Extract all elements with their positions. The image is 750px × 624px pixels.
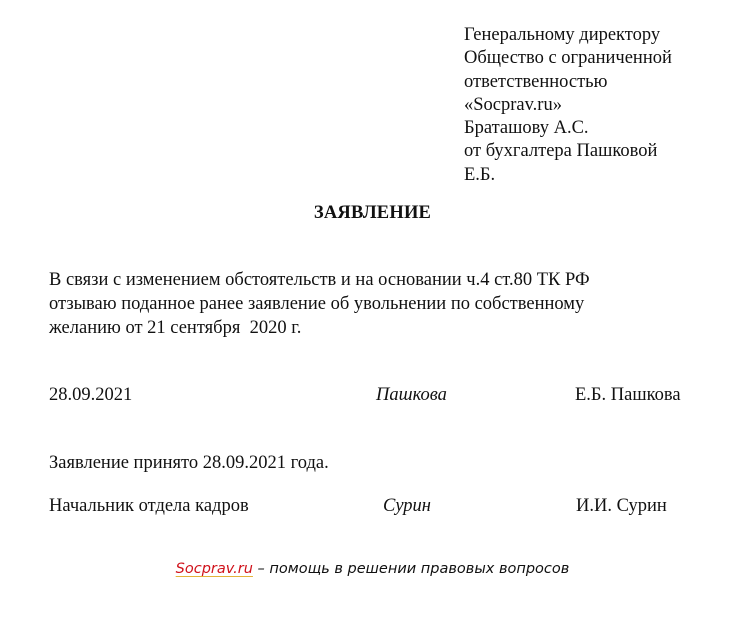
body-line: отзываю поданное ранее заявление об увольнении по собственному bbox=[49, 294, 585, 314]
hr-head-signature: Сурин bbox=[383, 496, 431, 516]
addressee-line: Е.Б. bbox=[464, 164, 496, 185]
applicant-signature: Пашкова bbox=[376, 385, 447, 405]
addressee-line: Генеральному директору bbox=[464, 25, 661, 45]
addressee-line: Браташову А.С. bbox=[464, 118, 589, 139]
addressee-block bbox=[464, 24, 672, 187]
addressee-line: ответственностью bbox=[464, 71, 608, 92]
statement-body bbox=[49, 268, 590, 340]
hr-head-name: И.И. Сурин bbox=[576, 496, 667, 516]
addressee-line: Общество с ограниченной bbox=[464, 48, 672, 69]
footer-tagline bbox=[0, 561, 745, 577]
addressee-line: «Socprav.ru» bbox=[464, 94, 562, 115]
hr-head-position: Начальник отдела кадров bbox=[49, 496, 249, 516]
applicant-date: 28.09.2021 bbox=[49, 385, 133, 405]
footer-tagline-text: – помощь в решении правовых вопросов bbox=[252, 561, 570, 577]
body-line: желанию от 21 сентября 2020 г. bbox=[49, 318, 302, 338]
applicant-name: Е.Б. Пашкова bbox=[575, 385, 681, 405]
acceptance-text: Заявление принято 28.09.2021 года. bbox=[49, 453, 329, 473]
addressee-line: от бухгалтера Пашковой bbox=[464, 141, 658, 162]
document-title: ЗАЯВЛЕНИЕ bbox=[313, 203, 432, 223]
socprav-link[interactable]: Socprav.ru bbox=[175, 561, 253, 577]
body-line: В связи с изменением обстоятельств и на основании ч.4 ст.80 ТК РФ bbox=[49, 270, 590, 290]
